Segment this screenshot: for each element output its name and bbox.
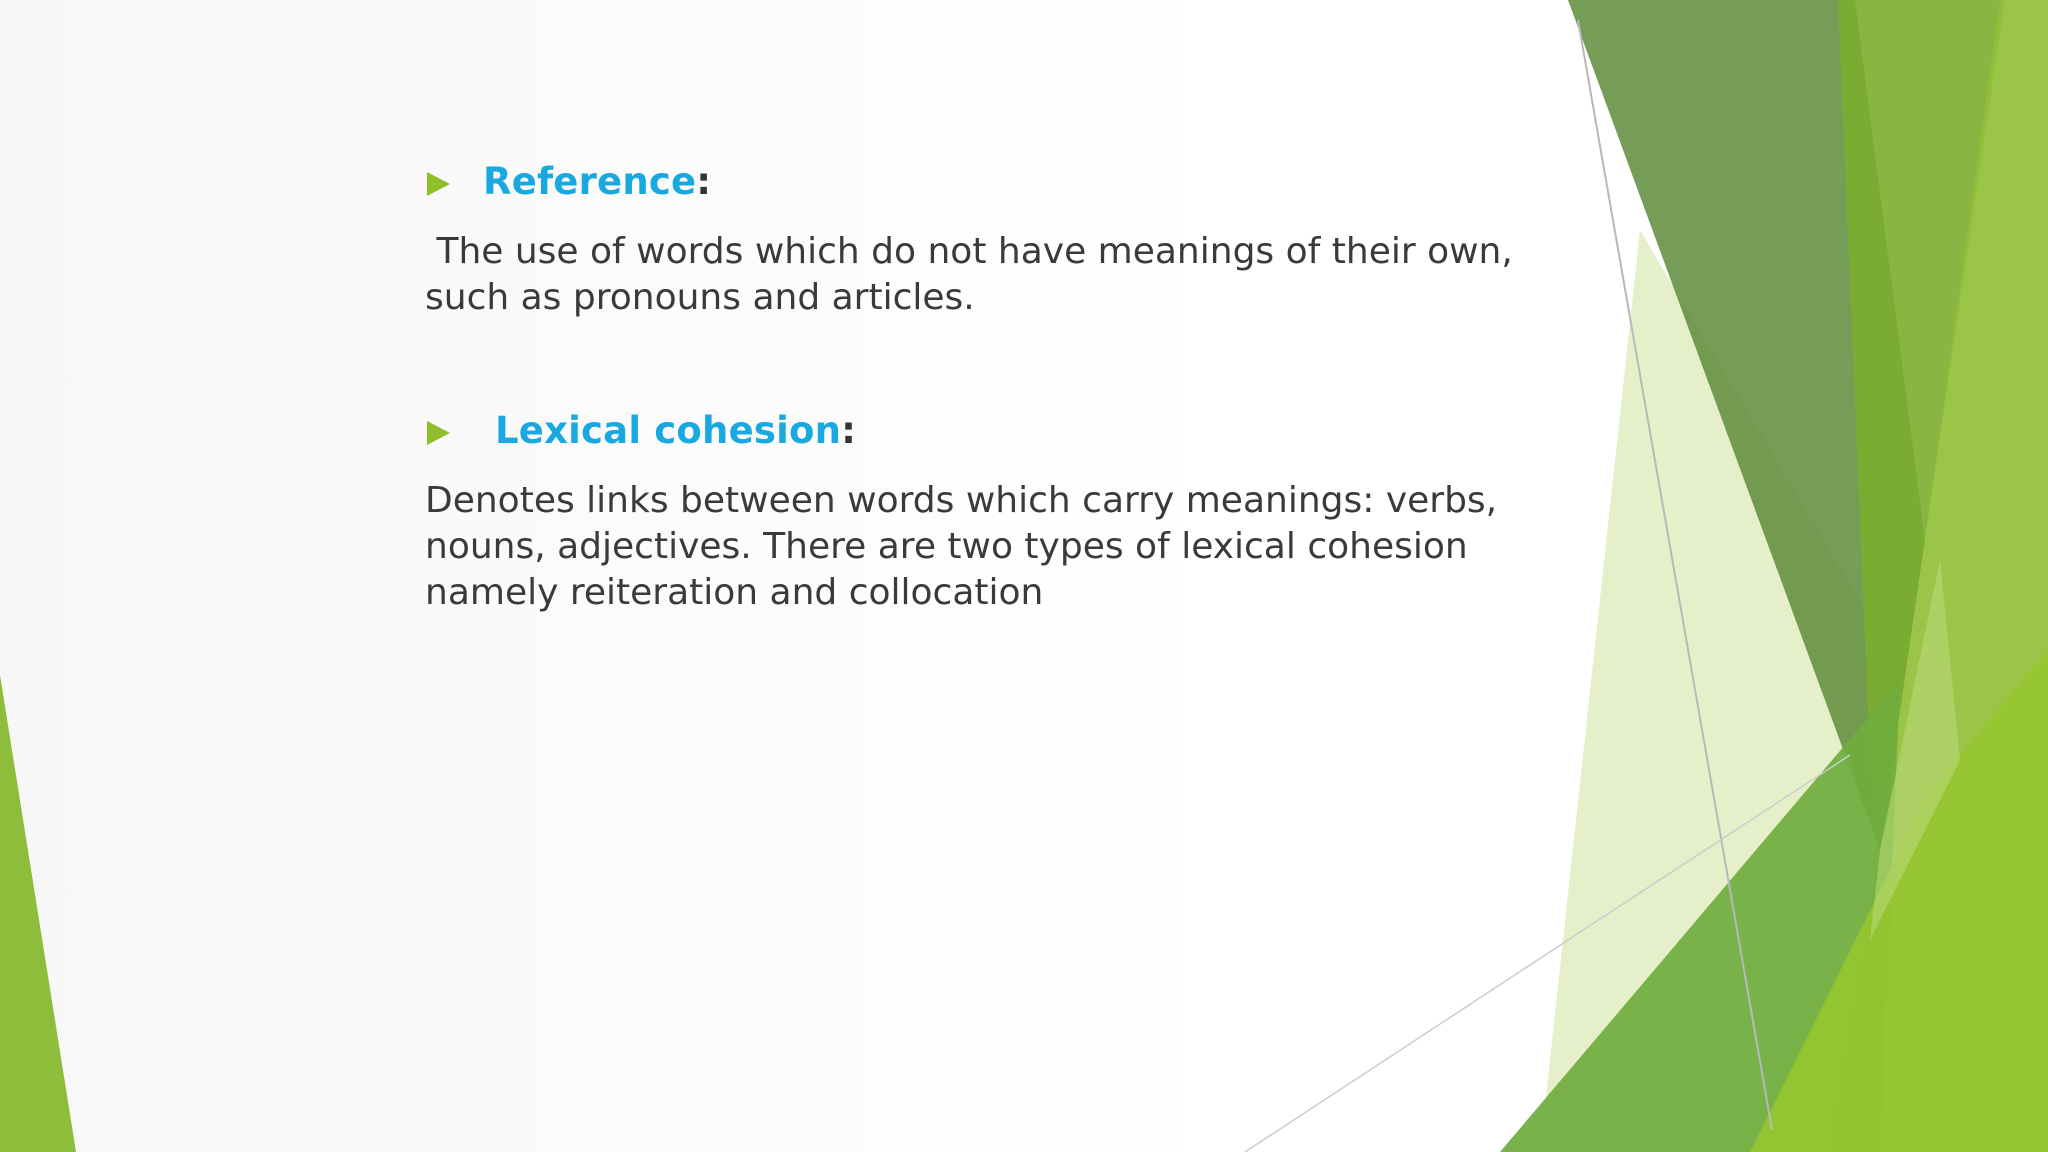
triangle-bullet-icon <box>427 172 450 196</box>
bullet-heading-reference <box>425 160 711 203</box>
heading-colon: : <box>841 409 856 452</box>
body-paragraph-lexical-cohesion: Denotes links between words which carry meanings: verbs, nouns, adjectives. There are two types of lexical cohesion namely reiteration and collocation <box>425 480 1509 613</box>
body-paragraph-reference: The use of words which do not have meanings of their own, such as pronouns and articles. <box>425 231 1525 318</box>
bullet-heading-lexical-cohesion <box>425 409 856 452</box>
heading-colon: : <box>696 160 712 203</box>
left-green-sliver <box>0 675 76 1152</box>
triangle-bullet-icon <box>427 421 450 445</box>
heading-term: Lexical cohesion <box>495 409 842 452</box>
heading-term: Reference <box>483 160 697 203</box>
